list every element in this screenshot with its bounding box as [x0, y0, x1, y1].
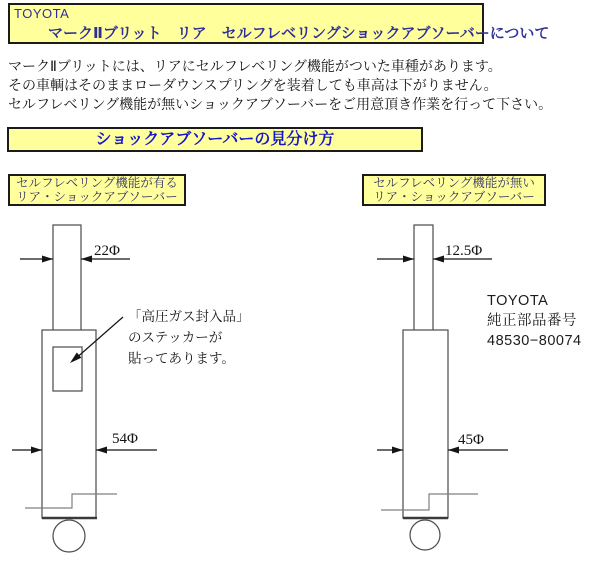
left-rod-diameter-label: 22Φ: [94, 243, 120, 259]
page-title: マークⅡブリット リア セルフレベリングショックアブソーバーについて: [48, 25, 550, 42]
callout-line: のステッカーが: [128, 330, 223, 345]
intro-line: その車輌はそのままローダウンスプリングを装着しても車高は下がりません。: [8, 77, 498, 93]
brand-label: TOYOTA: [14, 6, 70, 21]
right-bushing-eye-circle: [410, 520, 440, 550]
left-rod-arrowhead-left-icon: [81, 256, 92, 263]
left-body-diameter-label: 54Φ: [112, 431, 138, 447]
right-body-diameter-label: 45Φ: [458, 432, 484, 448]
part-info-number: 48530−80074: [487, 333, 582, 349]
part-number-block: [487, 291, 582, 351]
left-label-line1: セルフレベリング機能が有る: [16, 176, 178, 190]
right-bracket-step-line: [381, 494, 478, 510]
left-body-arrowhead-left-icon: [96, 447, 107, 454]
right-rod-diameter-label: 12.5Φ: [445, 243, 483, 259]
sticker-callout-text: [128, 306, 250, 369]
left-rod-arrowhead-right-icon: [42, 256, 53, 263]
right-rod-arrowhead-right-icon: [403, 256, 414, 263]
right-label-line2: リア・ショックアブソーバー: [373, 190, 535, 204]
left-piston-rod: [53, 225, 81, 331]
callout-line: 「高圧ガス封入品」: [128, 309, 250, 324]
left-body-arrowhead-right-icon: [31, 447, 42, 454]
callout-line: 貼ってあります。: [128, 351, 235, 366]
right-label-line1: セルフレベリング機能が無い: [373, 176, 535, 190]
left-label-line2: リア・ショックアブソーバー: [16, 190, 178, 204]
part-info-label: 純正部品番号: [487, 313, 577, 329]
right-body-arrowhead-right-icon: [392, 447, 403, 454]
left-bushing-eye-circle: [53, 520, 85, 552]
right-shock-body: [403, 330, 448, 518]
intro-line: セルフレベリング機能が無いショックアブソーバーをご用意頂き作業を行って下さい。: [8, 96, 553, 112]
right-rod-arrowhead-left-icon: [433, 256, 444, 263]
section-title-bar: ショックアブソーバーの見分け方: [7, 127, 423, 152]
right-piston-rod: [414, 225, 433, 331]
intro-line: マークⅡブリットには、リアにセルフレベリング機能がついた車種があります。: [8, 58, 502, 74]
part-info-brand: TOYOTA: [487, 293, 549, 309]
left-shock-body: [42, 330, 96, 518]
